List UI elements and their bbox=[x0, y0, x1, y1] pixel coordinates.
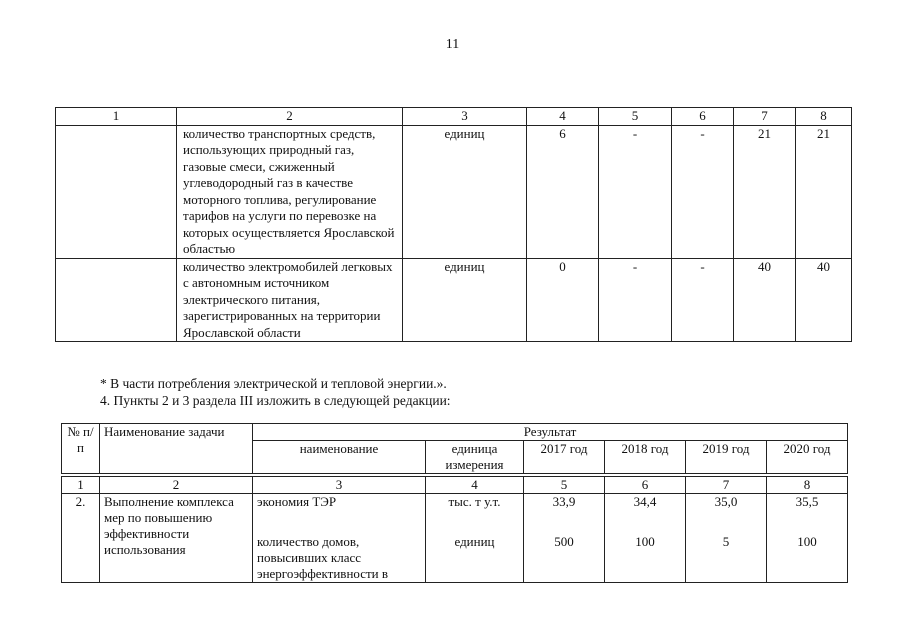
column-numbering-row bbox=[62, 477, 848, 494]
result-2019 bbox=[686, 494, 767, 583]
column-number: 5 bbox=[599, 108, 672, 126]
value-cell: 500 bbox=[554, 534, 574, 549]
header-year: 2017 год bbox=[524, 441, 605, 474]
footnote: * В части потребления электрической и тепловой энергии.». bbox=[100, 376, 447, 391]
cell-empty bbox=[56, 125, 177, 258]
value-cell: 40 bbox=[796, 258, 852, 342]
header-num: № п/п bbox=[62, 424, 100, 474]
task-name: Выполнение комплекса мер по повышению эффективности использования bbox=[100, 494, 253, 583]
value-cell: - bbox=[672, 258, 734, 342]
result-2017 bbox=[524, 494, 605, 583]
column-number: 2 bbox=[100, 477, 253, 494]
column-number: 7 bbox=[686, 477, 767, 494]
value-cell: 33,9 bbox=[552, 494, 576, 509]
header-year: 2020 год bbox=[767, 441, 848, 474]
value-cell: - bbox=[672, 125, 734, 258]
column-number: 7 bbox=[734, 108, 796, 126]
value-cell: 5 bbox=[722, 534, 730, 549]
header-year: 2019 год bbox=[686, 441, 767, 474]
column-number: 2 bbox=[177, 108, 403, 126]
indicators-table-continued bbox=[55, 107, 852, 342]
value-cell: 21 bbox=[796, 125, 852, 258]
column-number: 8 bbox=[767, 477, 848, 494]
result-units bbox=[426, 494, 524, 583]
column-number: 4 bbox=[426, 477, 524, 494]
result-unit: единиц bbox=[454, 534, 495, 549]
result-2020 bbox=[767, 494, 848, 583]
indicator-description: количество транспортных средств, использующих природный газ, газовые смеси, сжиженный углеводородный газ в качестве моторного топлива, регулирование тарифов на услуги по перевозке на которых осуществляется Ярославской областью bbox=[177, 125, 403, 258]
header-task: Наименование задачи bbox=[100, 424, 253, 474]
page-number: 11 bbox=[445, 37, 460, 52]
result-name: количество домов, повысивших класс энергоэффективности в bbox=[257, 534, 389, 581]
tasks-results-table bbox=[61, 423, 848, 583]
column-number: 4 bbox=[527, 108, 599, 126]
table-row bbox=[56, 125, 852, 258]
row-number: 2. bbox=[62, 494, 100, 583]
value-cell: 34,4 bbox=[633, 494, 657, 509]
value-cell: 100 bbox=[635, 534, 655, 549]
unit-cell: единиц bbox=[403, 258, 527, 342]
value-cell: 6 bbox=[527, 125, 599, 258]
header-name: наименование bbox=[253, 441, 426, 474]
value-cell: - bbox=[599, 125, 672, 258]
instruction-text: 4. Пункты 2 и 3 раздела III изложить в следующей редакции: bbox=[100, 393, 451, 408]
result-2018 bbox=[605, 494, 686, 583]
table-row bbox=[56, 258, 852, 342]
result-name: экономия ТЭР bbox=[257, 494, 337, 509]
value-cell: 21 bbox=[734, 125, 796, 258]
table-header-row bbox=[56, 108, 852, 126]
column-number: 1 bbox=[56, 108, 177, 126]
column-number: 6 bbox=[672, 108, 734, 126]
column-number: 5 bbox=[524, 477, 605, 494]
column-number: 1 bbox=[62, 477, 100, 494]
value-cell: - bbox=[599, 258, 672, 342]
header-year: 2018 год bbox=[605, 441, 686, 474]
table-row bbox=[62, 494, 848, 583]
value-cell: 100 bbox=[797, 534, 817, 549]
result-unit: тыс. т у.т. bbox=[448, 494, 501, 509]
value-cell: 40 bbox=[734, 258, 796, 342]
column-number: 6 bbox=[605, 477, 686, 494]
header-unit: единица измерения bbox=[426, 441, 524, 474]
unit-cell: единиц bbox=[403, 125, 527, 258]
column-number: 3 bbox=[253, 477, 426, 494]
header-result: Результат bbox=[253, 424, 848, 441]
value-cell: 0 bbox=[527, 258, 599, 342]
column-number: 3 bbox=[403, 108, 527, 126]
cell-empty bbox=[56, 258, 177, 342]
indicator-description: количество электромобилей легковых с автономным источником электрического питания, зарегистрированных на территории Ярославской области bbox=[177, 258, 403, 342]
value-cell: 35,5 bbox=[795, 494, 819, 509]
result-names bbox=[253, 494, 426, 583]
value-cell: 35,0 bbox=[714, 494, 738, 509]
column-number: 8 bbox=[796, 108, 852, 126]
table-header-row bbox=[62, 424, 848, 441]
